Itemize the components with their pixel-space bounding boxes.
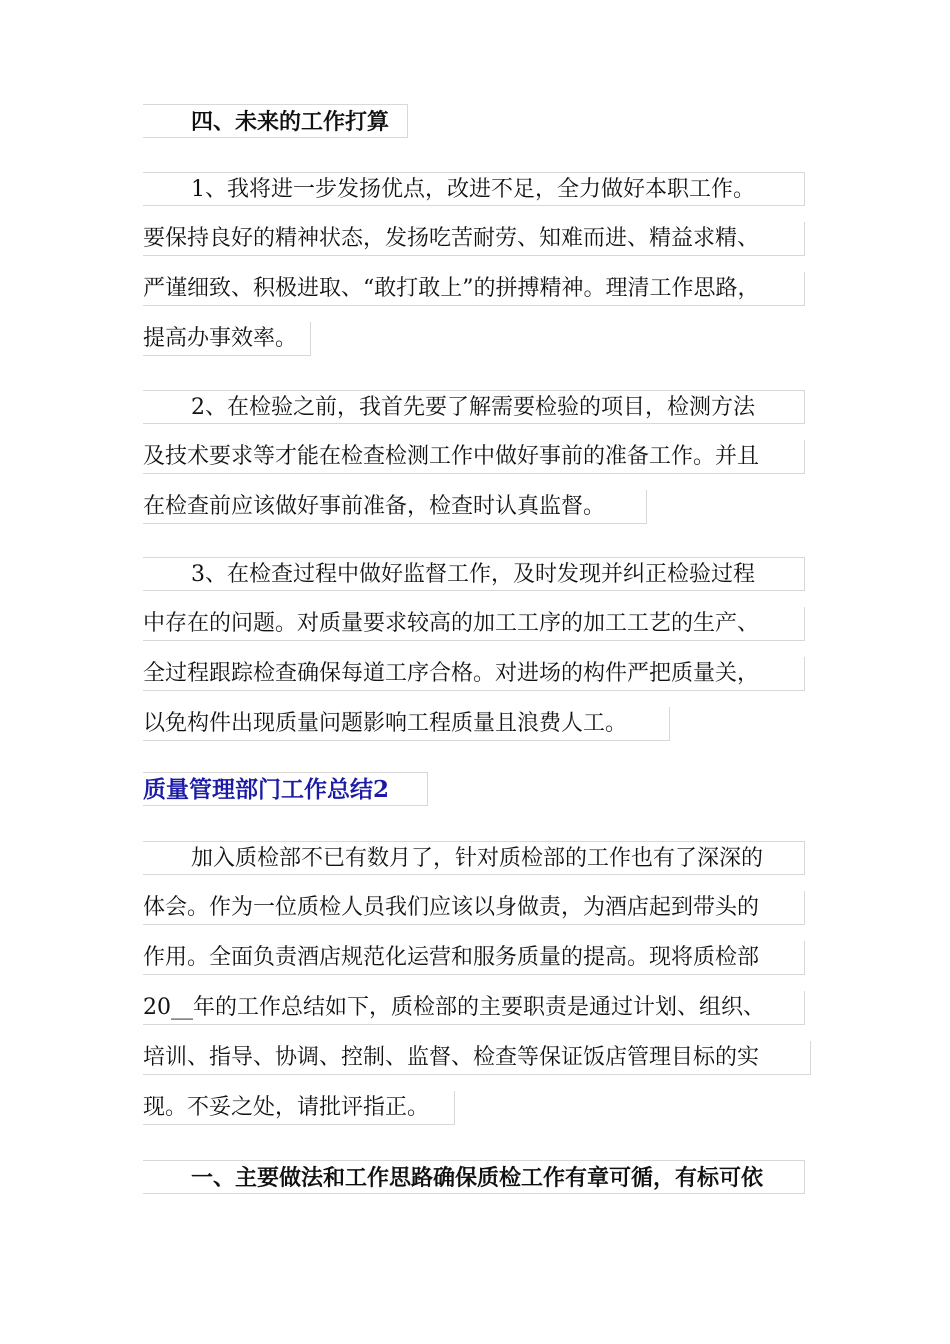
para3-line-2: 中存在的问题。对质量要求较高的加工工序的加工工艺的生产、: [143, 607, 805, 641]
para4-line-1: 加入质检部不已有数月了，针对质检部的工作也有了深深的: [143, 841, 805, 875]
para1-line-1: 1、我将进一步发扬优点，改进不足，全力做好本职工作。: [143, 172, 805, 206]
para4-line-3: 作用。全面负责酒店规范化运营和服务质量的提高。现将质检部: [143, 941, 805, 975]
para3-line-3: 全过程跟踪检查确保每道工序合格。对进场的构件严把质量关，: [143, 657, 805, 691]
para2-line-2: 及技术要求等才能在检查检测工作中做好事前的准备工作。并且: [143, 440, 805, 474]
para1-line-2: 要保持良好的精神状态，发扬吃苦耐劳、知难而进、精益求精、: [143, 222, 805, 256]
para4-line-5: 培训、指导、协调、控制、监督、检查等保证饭店管理目标的实: [143, 1041, 811, 1075]
para4-line-2: 体会。作为一位质检人员我们应该以身做责，为酒店起到带头的: [143, 891, 805, 925]
para4-line-4: 20__年的工作总结如下，质检部的主要职责是通过计划、组织、: [143, 991, 805, 1025]
heading-main-practices: 一、主要做法和工作思路确保质检工作有章可循，有标可依: [143, 1160, 805, 1194]
para3-line-1: 3、在检查过程中做好监督工作，及时发现并纠正检验过程: [143, 557, 805, 591]
section-title: 质量管理部门工作总结2: [143, 772, 428, 806]
para1-line-3: 严谨细致、积极进取、“敢打敢上”的拼搏精神。理清工作思路，: [143, 272, 805, 306]
para4-line-6: 现。不妥之处，请批评指正。: [143, 1091, 455, 1125]
heading-future-plans: 四、未来的工作打算: [143, 104, 408, 138]
para2-line-1: 2、在检验之前，我首先要了解需要检验的项目，检测方法: [143, 390, 805, 424]
para2-line-3: 在检查前应该做好事前准备，检查时认真监督。: [143, 490, 647, 524]
para1-line-4: 提高办事效率。: [143, 322, 311, 356]
para3-line-4: 以免构件出现质量问题影响工程质量且浪费人工。: [143, 707, 670, 741]
